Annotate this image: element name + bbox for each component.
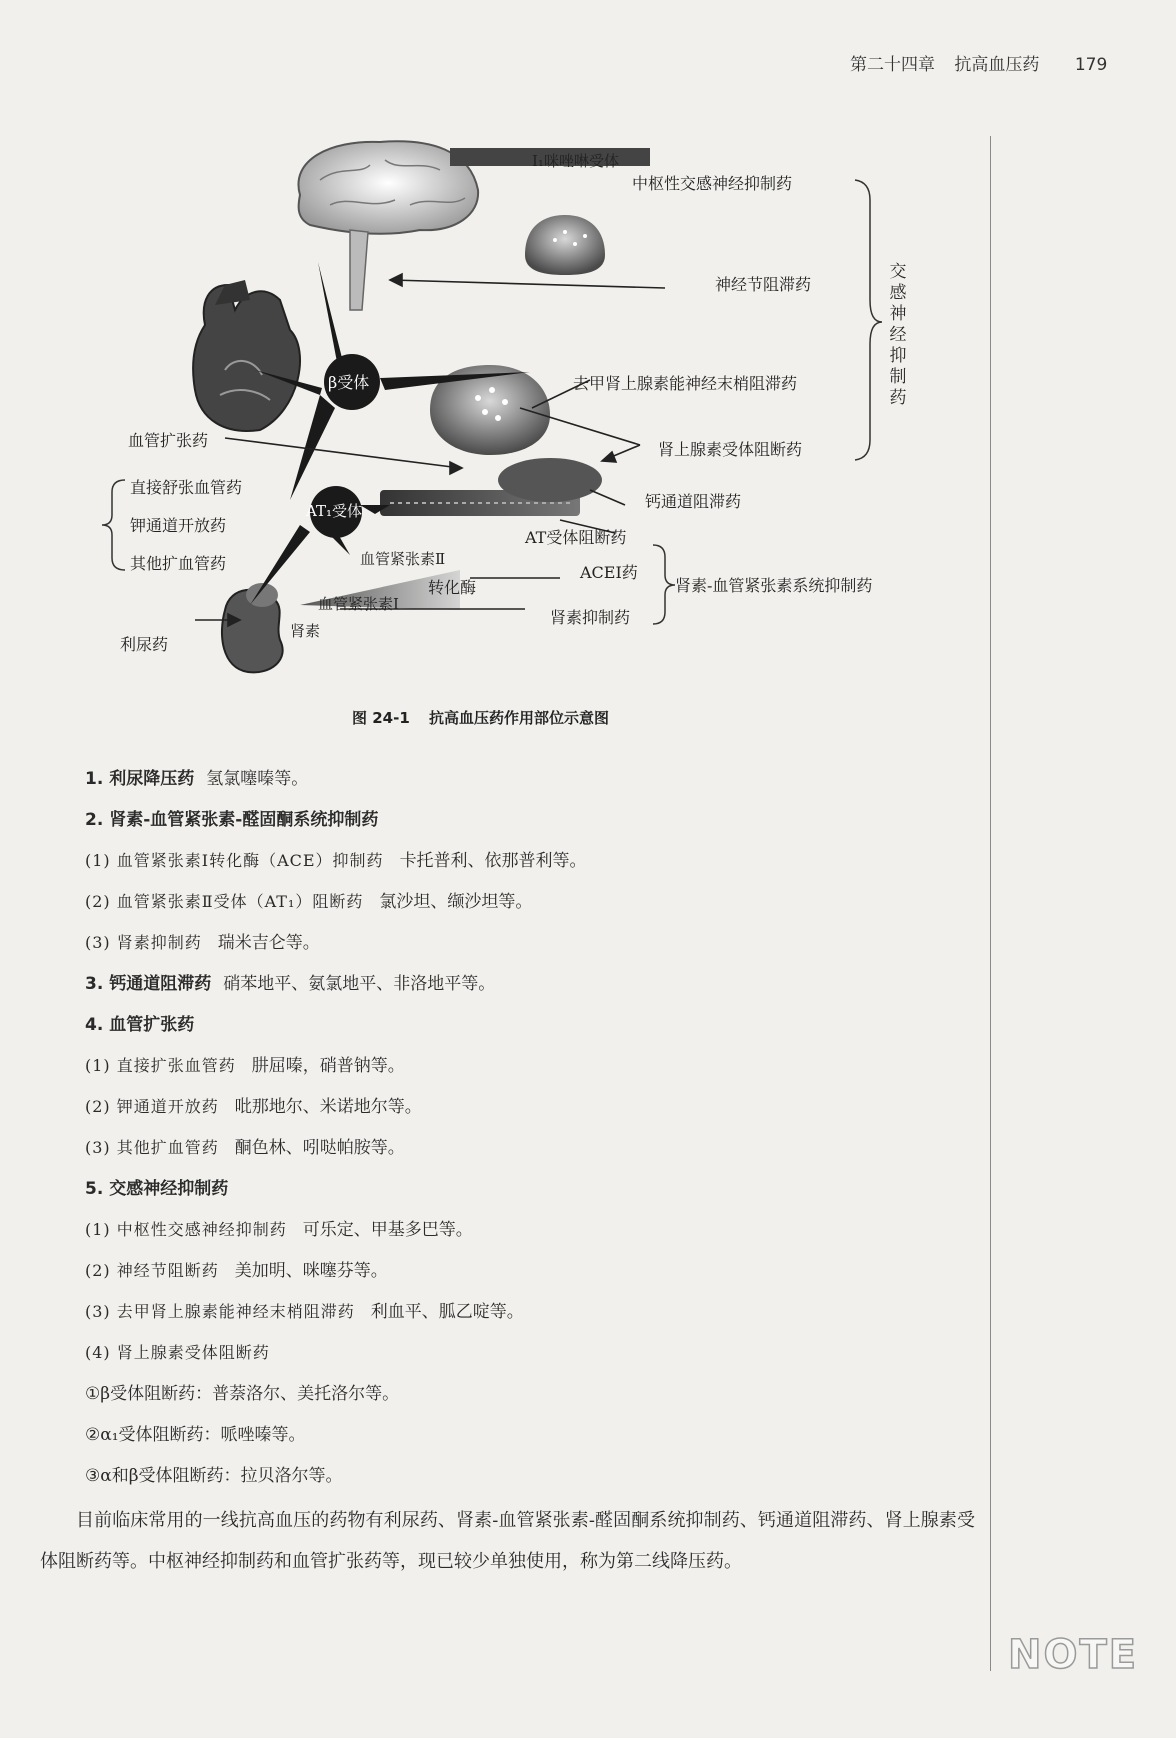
subsection-label: (4) 肾上腺素受体阻断药 — [85, 1343, 270, 1362]
drug-examples: 吡那地尔、米诺地尔等。 — [234, 1097, 422, 1117]
figure-caption — [352, 707, 609, 728]
caption-number: 图 24-1 — [352, 709, 410, 727]
section-label: 4. 血管扩张药 — [85, 1015, 195, 1035]
section-label: 5. 交感神经抑制药 — [85, 1179, 229, 1199]
list-item — [85, 1377, 975, 1418]
subsection-item — [85, 1213, 975, 1254]
subsection-item — [85, 844, 975, 885]
section-heading — [85, 967, 975, 1008]
label-at-blocker: AT受体阻断药 — [525, 528, 627, 547]
page-number: 179 — [1074, 55, 1108, 75]
drug-examples: 卡托普利、依那普利等。 — [399, 851, 587, 871]
note-watermark: NOTE — [1008, 1632, 1139, 1678]
label-direct: 直接舒张血管药 — [130, 478, 243, 497]
ganglion-illustration — [525, 215, 605, 275]
subsection-label: (2) 钾通道开放药 — [85, 1097, 219, 1116]
label-noradrenergic: 去甲肾上腺素能神经末梢阻滞药 — [573, 374, 798, 393]
vessel-illustration — [380, 458, 602, 516]
sympathetic-brace — [855, 180, 882, 460]
label-converting-enzyme: 转化酶 — [428, 578, 477, 597]
label-ca-blocker: 钙通道阻滞药 — [645, 492, 742, 511]
subsection-item — [85, 1295, 975, 1336]
label-other-vaso: 其他扩血管药 — [130, 554, 227, 573]
subsection-label: (2) 神经节阻断药 — [85, 1261, 219, 1280]
section-label: 1. 利尿降压药 — [85, 769, 195, 789]
vasodilator-brace — [102, 480, 125, 570]
drug-examples: ①β受体阻断药：普萘洛尔、美托洛尔等。 — [85, 1384, 400, 1404]
subsection-label: (1) 直接扩张血管药 — [85, 1056, 236, 1075]
subsection-item — [85, 1254, 975, 1295]
subsection-label: (1) 中枢性交感神经抑制药 — [85, 1220, 287, 1239]
drug-examples: 硝苯地平、氨氯地平、非洛地平等。 — [223, 974, 496, 994]
drug-class-list — [85, 762, 975, 1500]
list-item — [85, 1418, 975, 1459]
subsection-label: (2) 血管紧张素Ⅱ受体（AT₁）阻断药 — [85, 892, 364, 911]
drug-examples: 瑞米吉仑等。 — [217, 933, 320, 953]
margin-rule — [990, 136, 991, 1671]
subsection-label: (3) 肾素抑制药 — [85, 933, 202, 952]
label-at1-receptor: AT₁受体 — [306, 502, 363, 520]
label-central: 中枢性交感神经抑制药 — [632, 174, 793, 193]
subsection-item — [85, 885, 975, 926]
label-acei: ACEI药 — [580, 563, 638, 582]
chapter-title: 抗高血压药 — [954, 55, 1040, 75]
label-imidazoline: I₁咪唑啉受体 — [532, 152, 619, 170]
section-heading — [85, 762, 975, 803]
subsection-label: (1) 血管紧张素Ⅰ转化酶（ACE）抑制药 — [85, 851, 384, 870]
subsection-label: (3) 其他扩血管药 — [85, 1138, 219, 1157]
caption-title: 抗高血压药作用部位示意图 — [429, 709, 610, 727]
chapter-label: 第二十四章 — [850, 55, 935, 75]
label-beta-receptor: β受体 — [328, 373, 370, 392]
section-heading — [85, 1172, 975, 1213]
label-adrenoceptor: 肾上腺素受体阻断药 — [658, 440, 803, 459]
subsection-label: (3) 去甲肾上腺素能神经末梢阻滞药 — [85, 1302, 355, 1321]
label-sympathetic-group: 交感神经抑制药 — [889, 262, 907, 408]
section-label: 3. 钙通道阻滞药 — [85, 974, 212, 994]
list-item — [85, 1459, 975, 1500]
subsection-item — [85, 1131, 975, 1172]
label-ang2: 血管紧张素Ⅱ — [360, 550, 446, 568]
drug-examples: 利血平、胍乙啶等。 — [370, 1302, 524, 1322]
subsection-item — [85, 1049, 975, 1090]
summary-paragraph: 目前临床常用的一线抗高血压的药物有利尿药、肾素-血管紧张素-醛固酮系统抑制药、钙通道阻滞药、肾上腺素受体阻断药等。中枢神经抑制药和血管扩张药等，现已较少单独使用，称为第二线降压药。 — [40, 1510, 975, 1572]
heart-illustration — [193, 280, 300, 431]
section-label: 2. 肾素-血管紧张素-醛固酮系统抑制药 — [85, 810, 379, 830]
drug-examples: 美加明、咪噻芬等。 — [234, 1261, 388, 1281]
subsection-item — [85, 1336, 975, 1377]
drug-examples: 可乐定、甲基多巴等。 — [302, 1220, 473, 1240]
label-vasodilator: 血管扩张药 — [128, 431, 209, 450]
label-k-opener: 钾通道开放药 — [130, 516, 227, 535]
subsection-item — [85, 1090, 975, 1131]
drug-examples: 肼屈嗪，硝普钠等。 — [251, 1056, 405, 1076]
label-diuretic: 利尿药 — [120, 635, 169, 654]
kidney-illustration — [222, 583, 283, 672]
drug-examples: ②α₁受体阻断药：哌唑嗪等。 — [85, 1425, 306, 1445]
label-renin: 肾素 — [290, 622, 321, 640]
figure-24-1 — [0, 0, 990, 740]
drug-examples: ③α和β受体阻断药：拉贝洛尔等。 — [85, 1466, 343, 1486]
drug-examples: 酮色林、吲哒帕胺等。 — [234, 1138, 405, 1158]
label-ganglion: 神经节阻滞药 — [715, 275, 812, 294]
subsection-item — [85, 926, 975, 967]
section-heading — [85, 1008, 975, 1049]
section-heading — [85, 803, 975, 844]
label-raas-group: 肾素-血管紧张素系统抑制药 — [675, 576, 873, 595]
raas-brace — [653, 545, 675, 624]
label-ang1: 血管紧张素Ⅰ — [318, 595, 399, 613]
drug-examples: 氯沙坦、缬沙坦等。 — [379, 892, 533, 912]
drug-examples: 氢氯噻嗪等。 — [206, 769, 309, 789]
label-renin-inhibitor: 肾素抑制药 — [550, 608, 631, 627]
